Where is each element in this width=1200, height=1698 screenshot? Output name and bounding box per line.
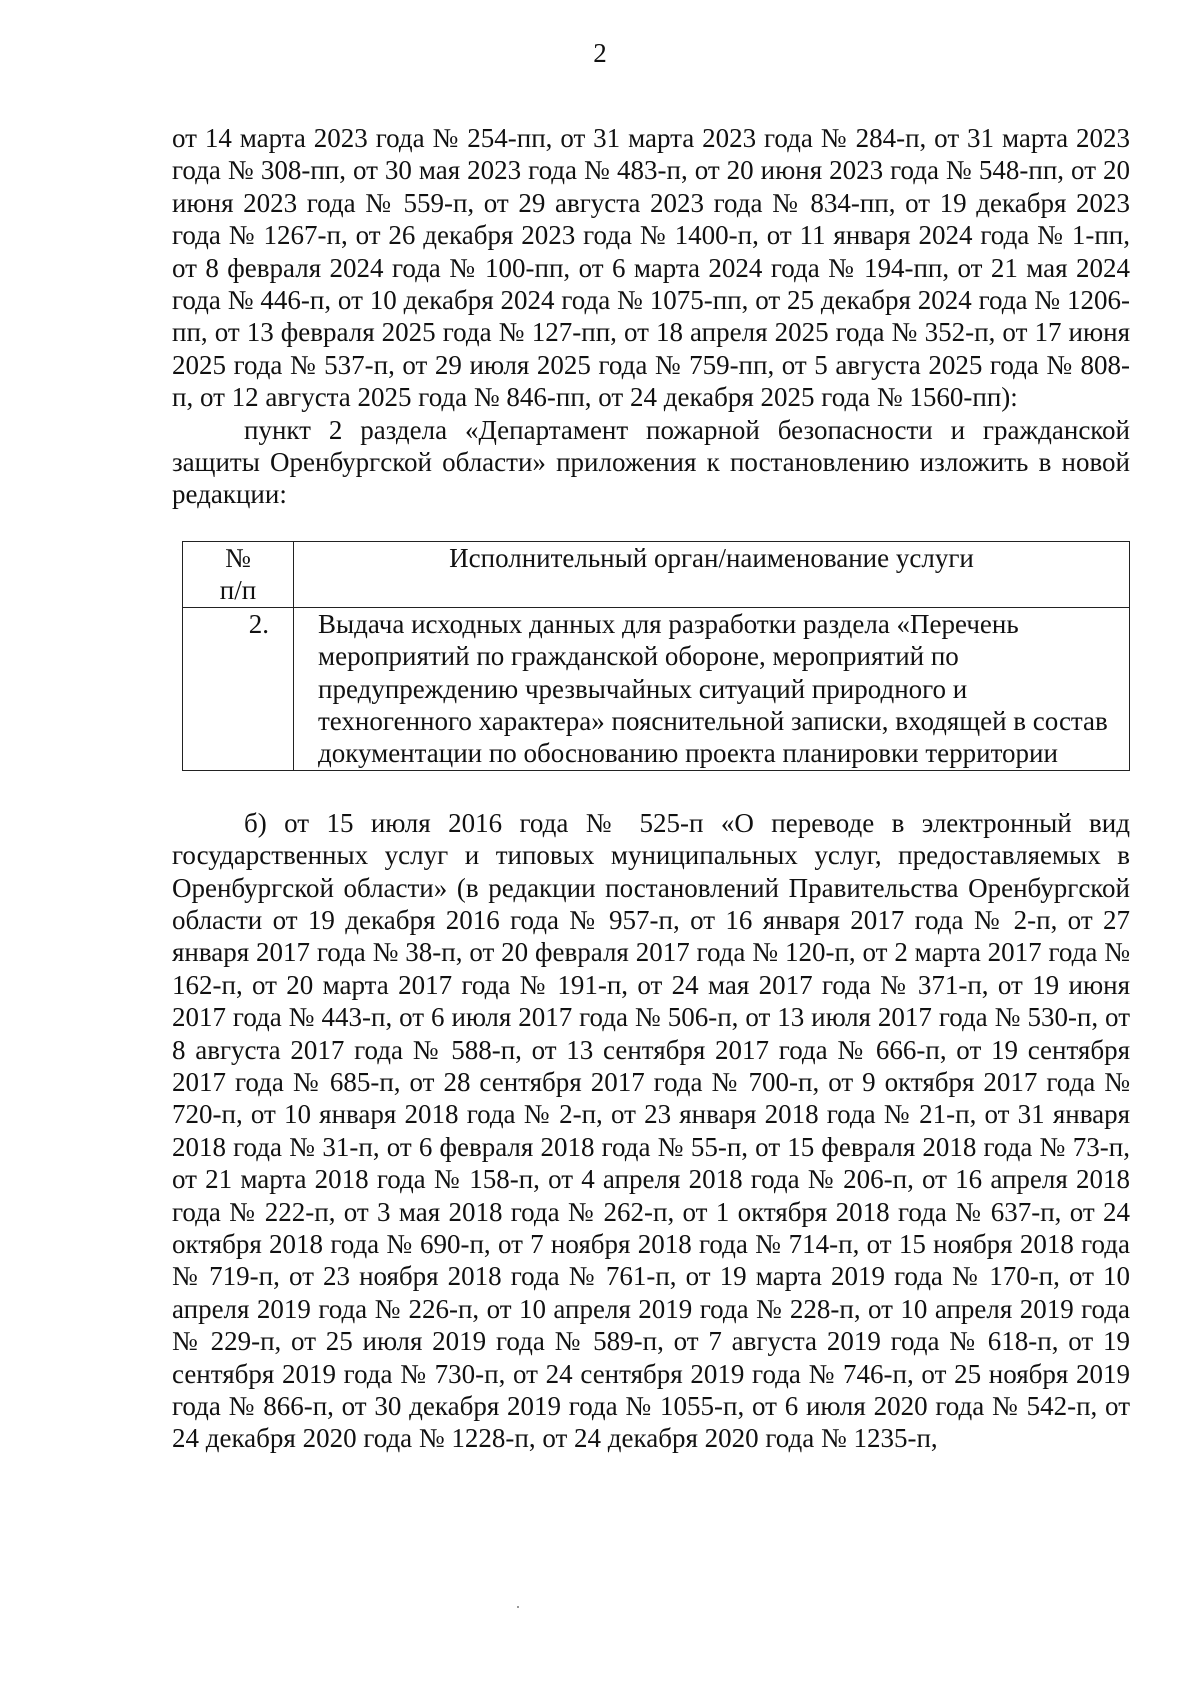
paragraph-item-2-intro: пункт 2 раздела «Департамент пожарной безопасности и гражданской защиты Оренбургской области» приложения к постановлению изложить в новой редакции: [172, 414, 1130, 510]
row-number-cell: 2. [183, 607, 294, 770]
page-number: 2 [593, 38, 607, 68]
scan-speck [517, 1606, 519, 1608]
header-number-cell [183, 541, 294, 607]
header-name-cell: Исполнительный орган/наименование услуги [294, 541, 1130, 607]
paragraph-amendments-list: от 14 марта 2023 года № 254-пп, от 31 марта 2023 года № 284-п, от 31 марта 2023 года № 308-пп, от 30 мая 2023 года № 483-п, от 20 июня 2023 года № 548-пп, от 20 июня 2023 года № 559-п, от 29 августа 2023 года № 834-пп, от 19 декабря 2023 года № 1267-п, от 26 декабря 2023 года № 1400-п, от 11 января 2024 года № 1-пп, от 8 февраля 2024 года № 100-пп, от 6 марта 2024 года № 194-пп, от 21 мая 2024 года № 446-п, от 10 декабря 2024 года № 1075-пп, от 25 декабря 2024 года № 1206-пп, от 13 февраля 2025 года № 127-пп, от 18 апреля 2025 года № 352-п, от 17 июня 2025 года № 537-п, от 29 июля 2025 года № 759-пп, от 5 августа 2025 года № 808-п, от 12 августа 2025 года № 846-пп, от 24 декабря 2025 года № 1560-пп): [172, 123, 1130, 413]
header-number-symbol: № [225, 542, 251, 573]
document-body [172, 122, 1130, 1455]
table-row [183, 607, 1130, 770]
header-number-pp: п/п [219, 575, 257, 606]
paragraph-item-b: б) от 15 июля 2016 года № 525-п «О переводе в электронный вид государственных услуг и типовых муниципальных услуг, предоставляемых в Оренбургской области» (в редакции постановлений Правительства Оренбургской области от 19 декабря 2016 года № 957-п, от 16 января 2017 года № 2-п, от 27 января 2017 года № 38-п, от 20 февраля 2017 года № 120-п, от 2 марта 2017 года № 162-п, от 20 марта 2017 года № 191-п, от 24 мая 2017 года № 371-п, от 19 июня 2017 года № 443-п, от 6 июля 2017 года № 506-п, от 13 июля 2017 года № 530-п, от 8 августа 2017 года № 588-п, от 13 сентября 2017 года № 666-п, от 19 сентября 2017 года № 685-п, от 28 сентября 2017 года № 700-п, от 9 октября 2017 года № 720-п, от 10 января 2018 года № 2-п, от 23 января 2018 года № 21-п, от 31 января 2018 года № 31-п, от 6 февраля 2018 года № 55-п, от 15 февраля 2018 года № 73-п, от 21 марта 2018 года № 158-п, от 4 апреля 2018 года № 206-п, от 16 апреля 2018 года № 222-п, от 3 мая 2018 года № 262-п, от 1 октября 2018 года № 637-п, от 24 октября 2018 года № 690-п, от 7 ноября 2018 года № 714-п, от 15 ноября 2018 года № 719-п, от 23 ноября 2018 года № 761-п, от 19 марта 2019 года № 170-п, от 10 апреля 2019 года № 226-п, от 10 апреля 2019 года № 228-п, от 10 апреля 2019 года № 229-п, от 25 июля 2019 года № 589-п, от 7 августа 2019 года № 618-п, от 19 сентября 2019 года № 730-п, от 24 сентября 2019 года № 746-п, от 25 ноября 2019 года № 866-п, от 30 декабря 2019 года № 1055-п, от 6 июля 2020 года № 542-п, от 24 декабря 2020 года № 1228-п, от 24 декабря 2020 года № 1235-п, [172, 807, 1130, 1454]
row-service-name-cell: Выдача исходных данных для разработки раздела «Перечень мероприятий по гражданской обороне, мероприятий по предупреждению чрезвычайных ситуаций природного и техногенного характера» пояснительной записки, входящей в состав документации по обоснованию проекта планировки территории [294, 607, 1130, 770]
services-table [182, 541, 1130, 771]
table-header-row [183, 541, 1130, 607]
